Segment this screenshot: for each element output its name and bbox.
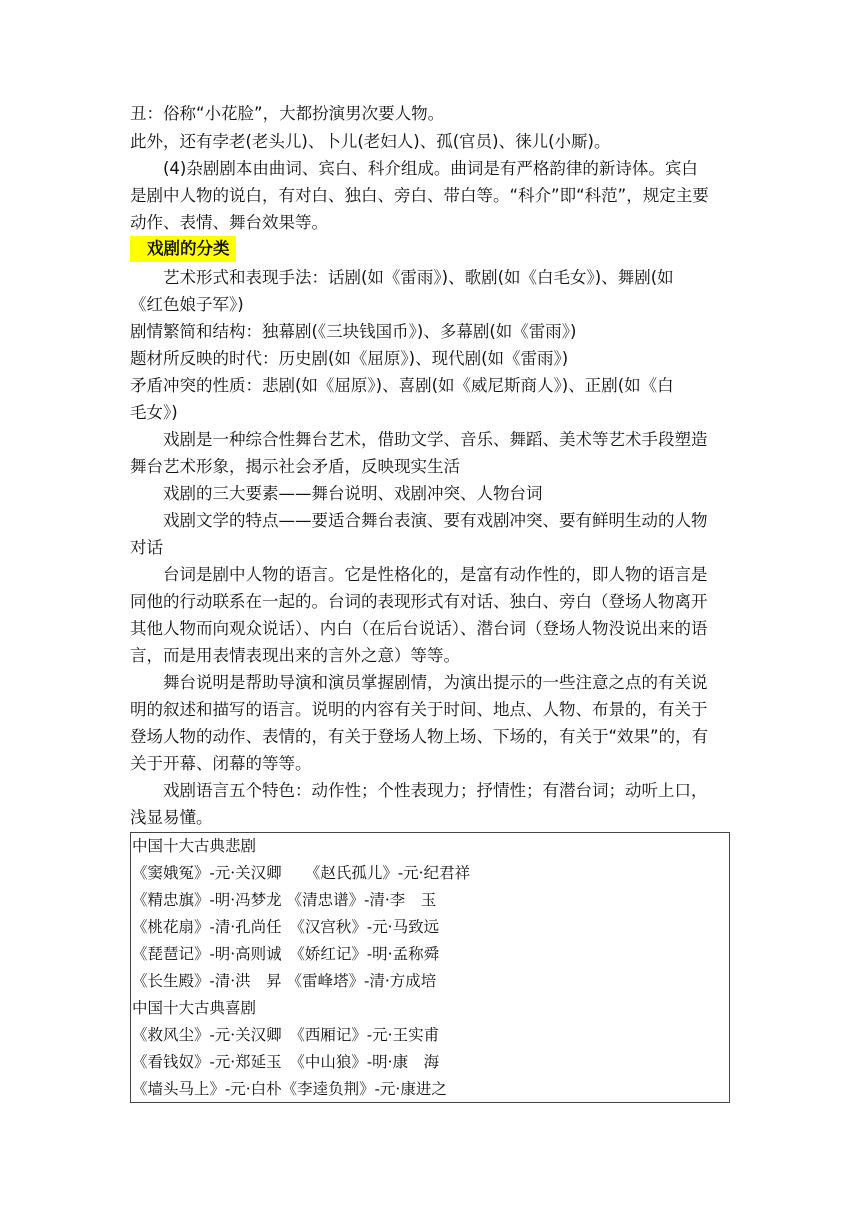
paragraph-line: 其他人物而向观众说话）、内白（在后台说话）、潜台词（登场人物没说出来的语: [130, 619, 708, 638]
classification-line: 艺术形式和表现手法：话剧(如《雷雨》)、歌剧(如《白毛女》)、舞剧(如: [163, 268, 674, 287]
paragraph-line: 同他的行动联系在一起的。台词的表现形式有对话、独白、旁白（登场人物离开: [130, 592, 708, 611]
text-line: (4)杂剧剧本由曲词、宾白、科介组成。曲词是有严格韵律的新诗体。宾白: [163, 159, 698, 178]
box-title-comedy: 中国十大古典喜剧: [132, 999, 257, 1017]
paragraph-line: 对话: [130, 538, 163, 557]
paragraph-line: 戏剧是一种综合性舞台艺术，借助文学、音乐、舞蹈、美术等艺术手段塑造: [163, 430, 708, 449]
classification-line: 题材所反映的时代：历史剧(如《屈原》)、现代剧(如《雷雨》): [130, 349, 569, 368]
paragraph-line: 戏剧语言五个特色：动作性；个性表现力；抒情性；有潜台词；动听上口，: [163, 781, 708, 800]
box-line: 《墙头马上》-元·白朴《李逵负荆》-元·康进之: [132, 1080, 447, 1098]
section-heading: 戏剧的分类: [130, 236, 236, 262]
paragraph-line: 明的叙述和描写的语言。说明的内容有关于时间、地点、人物、布景的，有关于: [130, 700, 708, 719]
box-title-tragedy: 中国十大古典悲剧: [132, 837, 257, 855]
box-line: 《精忠旗》-明·冯梦龙 《清忠谱》-清·李 玉: [132, 891, 437, 909]
box-line: 《窦娥冤》-元·关汉卿 《赵氏孤儿》-元·纪君祥: [132, 864, 471, 882]
box-line: 《看钱奴》-元·郑延玉 《中山狼》-明·康 海: [132, 1053, 440, 1071]
text-line: 动作、表情、舞台效果等。: [130, 213, 328, 232]
paragraph-line: 戏剧文学的特点——要适合舞台表演、要有戏剧冲突、要有鲜明生动的人物: [163, 511, 708, 530]
text-line: 此外，还有孛老(老头儿)、卜儿(老妇人)、孤(官员)、徕儿(小厮)。: [130, 132, 611, 151]
box-line: 《救风尘》-元·关汉卿 《西厢记》-元·王实甫: [132, 1026, 440, 1044]
classification-line: 矛盾冲突的性质：悲剧(如《屈原》)、喜剧(如《威尼斯商人》)、正剧(如《白: [130, 376, 674, 395]
classification-line: 剧情繁简和结构：独幕剧(《三块钱国币》)、多幕剧(如《雷雨》): [130, 322, 577, 341]
classification-line: 《红色娘子军》): [130, 295, 244, 314]
classical-drama-box: [130, 832, 730, 1103]
box-line: 《桃花扇》-清·孔尚任 《汉宫秋》-元·马致远: [132, 918, 440, 936]
paragraph-line: 舞台说明是帮助导演和演员掌握剧情，为演出提示的一些注意之点的有关说: [163, 673, 708, 692]
box-line: 《长生殿》-清·洪 昇 《雷峰塔》-清·方成培: [132, 972, 437, 990]
text-line: 丑：俗称“小花脸”，大都扮演男次要人物。: [130, 104, 445, 123]
paragraph-line: 戏剧的三大要素——舞台说明、戏剧冲突、人物台词: [163, 484, 543, 503]
paragraph-line: 登场人物的动作、表情的，有关于登场人物上场、下场的，有关于“效果”的，有: [130, 727, 709, 746]
classification-line: 毛女》): [130, 403, 178, 422]
paragraph-line: 台词是剧中人物的语言。它是性格化的，是富有动作性的，即人物的语言是: [163, 565, 708, 584]
paragraph-line: 言，而是用表情表现出来的言外之意）等等。: [130, 646, 460, 665]
paragraph-line: 浅显易懂。: [130, 808, 213, 827]
paragraph-line: 关于开幕、闭幕的等等。: [130, 754, 312, 773]
paragraph-line: 舞台艺术形象，揭示社会矛盾，反映现实生活: [130, 457, 460, 476]
text-line: 是剧中人物的说白，有对白、独白、旁白、带白等。“科介”即“科范”，规定主要: [130, 186, 709, 205]
box-line: 《琵琶记》-明·高则诚 《娇红记》-明·孟称舜: [132, 945, 440, 963]
